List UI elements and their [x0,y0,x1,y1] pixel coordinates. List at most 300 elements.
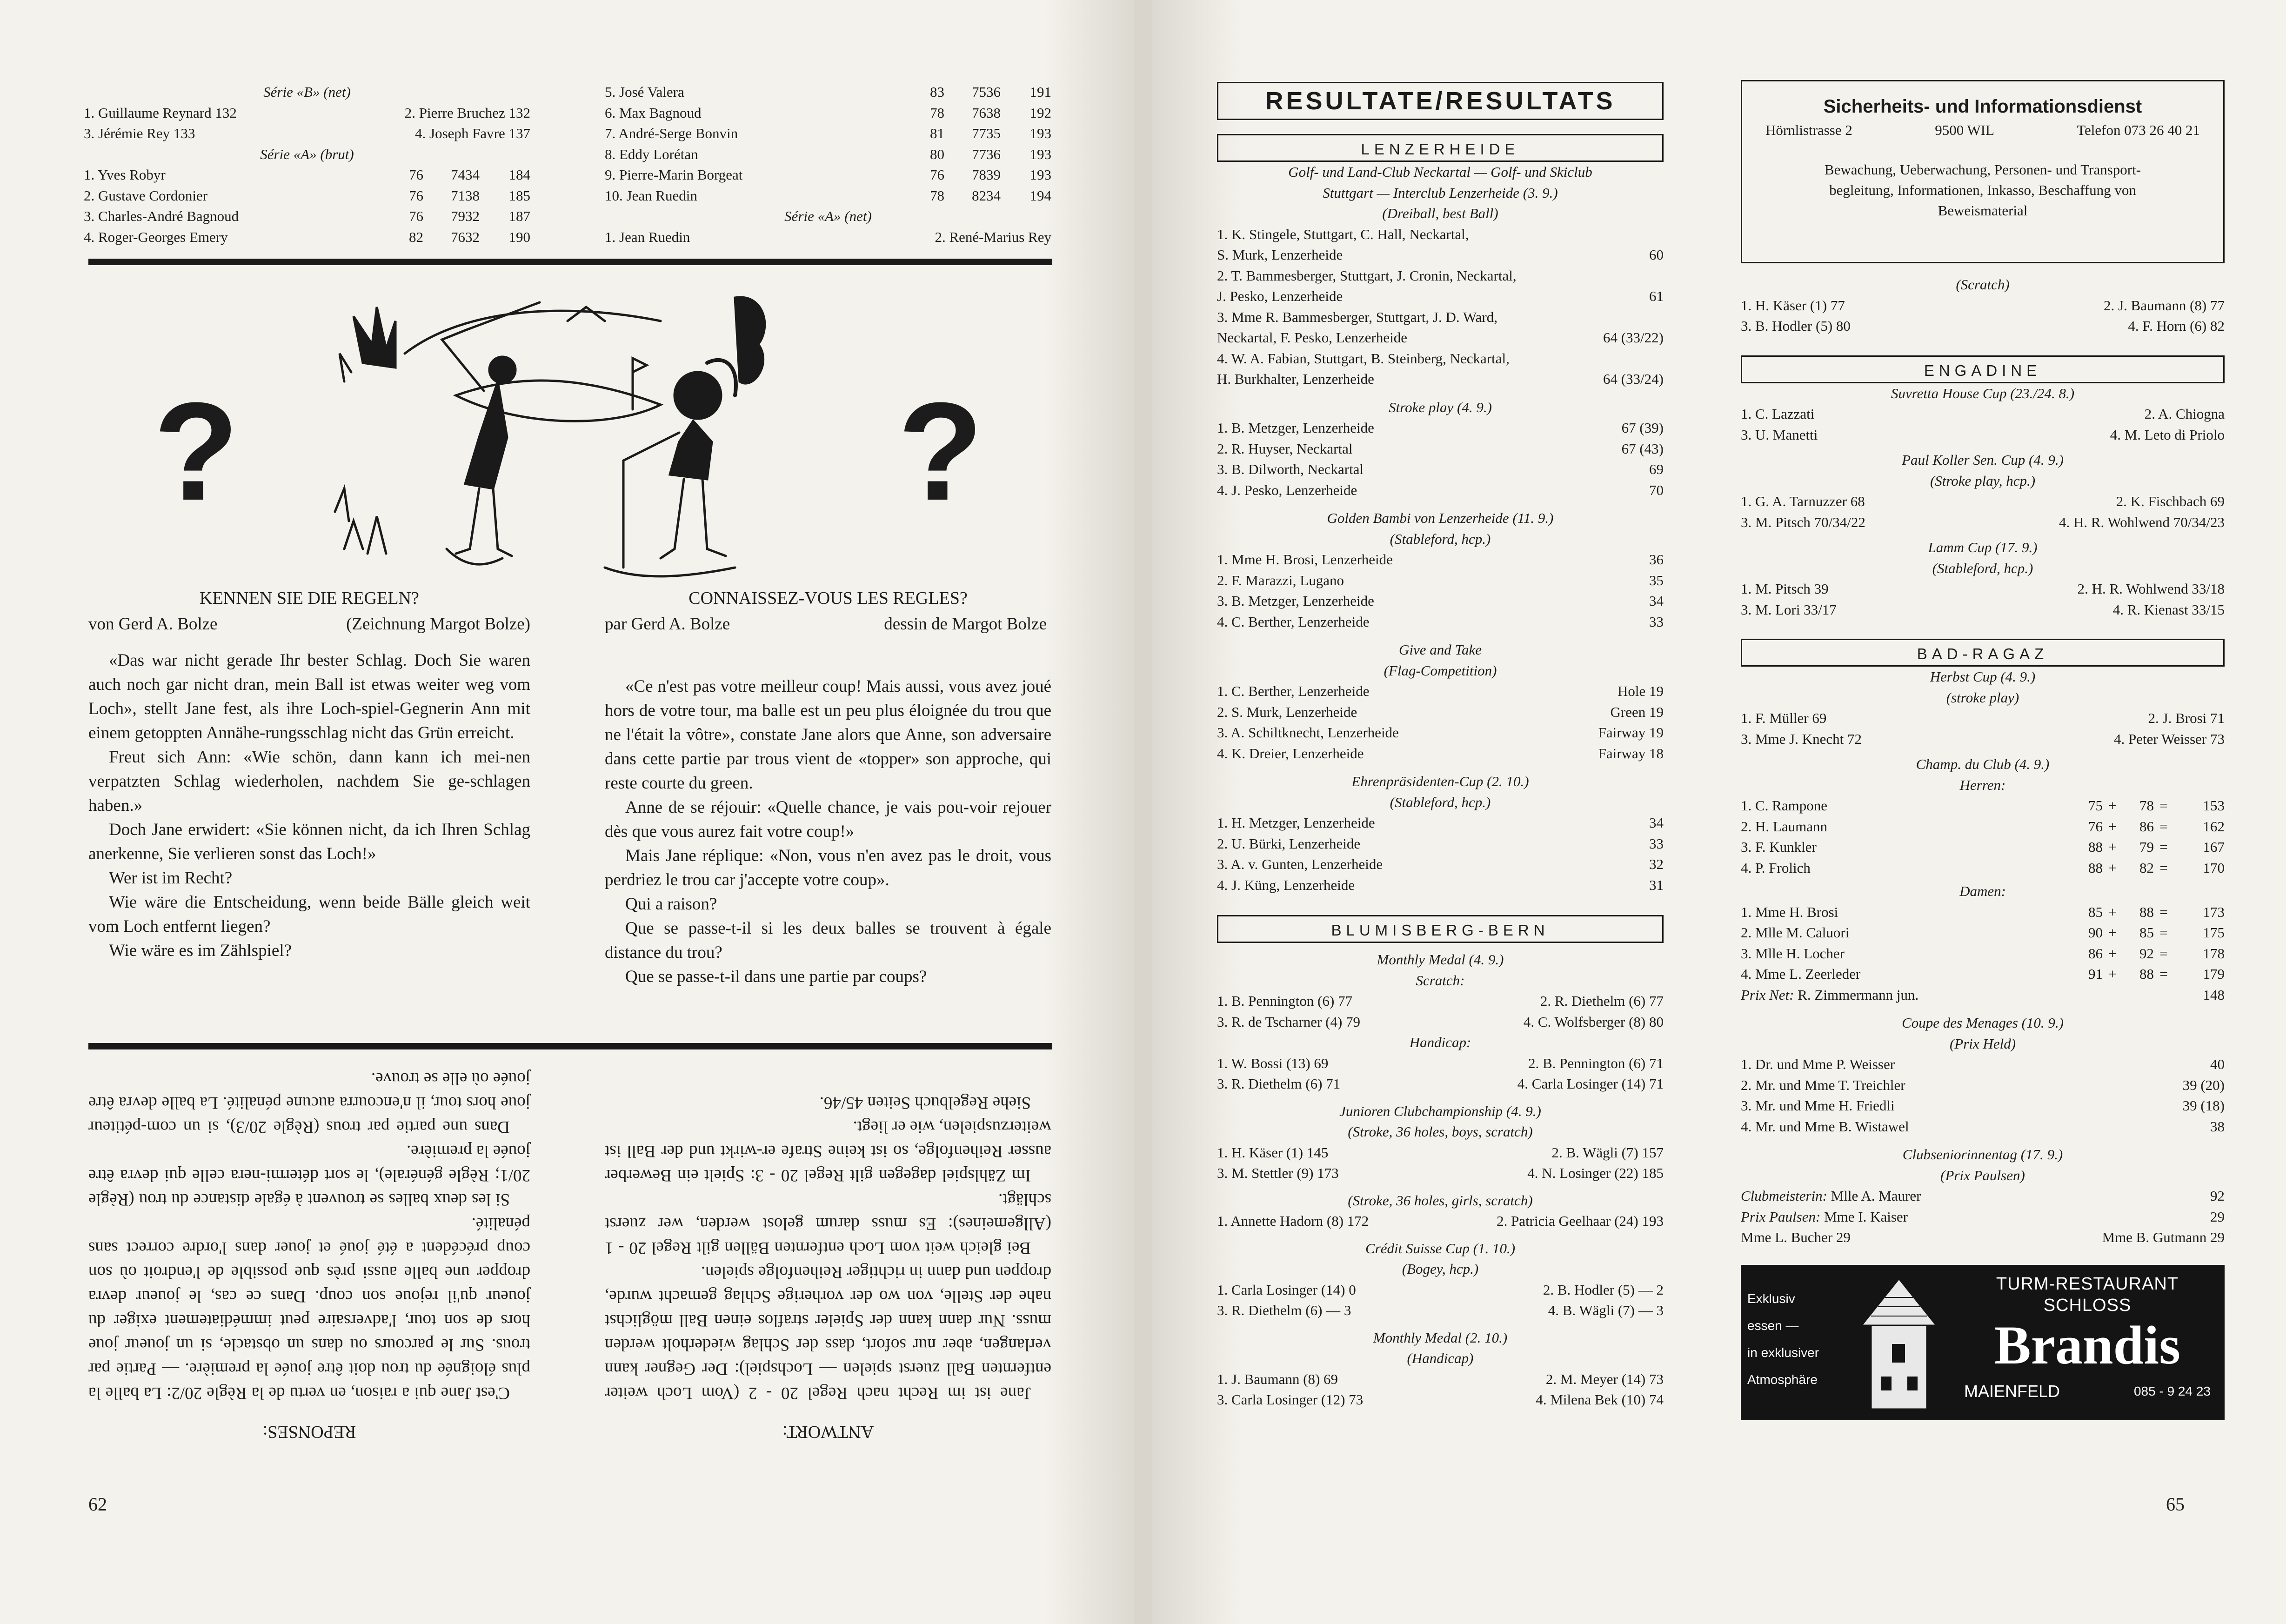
result-score: Fairway 18 [1598,745,1664,762]
round-2: 71 [451,187,465,204]
total: 179 [2203,966,2225,982]
result-name: 2. Mr. und Mme T. Treichler [1741,1076,1905,1093]
team-line-2 [1217,245,1664,266]
result-right: 2. B. Pennington (6) 71 [1528,1055,1664,1071]
clubmeisterin-score: 92 [2210,1188,2225,1204]
champ-heading [1741,754,2225,795]
result-row [1741,404,2225,425]
result-left: 1. C. Lazzati [1741,406,1815,422]
result-name: 3. Mr. und Mme H. Friedli [1741,1097,1895,1114]
result-score: 33 [1649,835,1664,852]
score-row [1741,922,2225,943]
result-score: 31 [1649,876,1664,893]
suvretta-heading: Suvretta House Cup (23./24. 8.) [1891,385,2075,401]
player-name: 2. H. Laumann [1741,818,1827,835]
engadine-suvretta [1741,404,2225,445]
team-score: 61 [1649,288,1664,304]
heading-line: (Prix Held) [1949,1035,2016,1052]
round-2: 75 [972,84,986,100]
lenzerheide-give [1217,681,1664,764]
heading-line: (Prix Paulsen) [1940,1167,2025,1183]
result-row [84,103,530,124]
heading-line: Monthly Medal (4. 9.) [1377,951,1504,968]
heading-line: Monthly Medal (2. 10.) [1373,1329,1508,1346]
player-name: 1. Yves Robyr [84,167,166,183]
result-left: 3. R. de Tscharner (4) 79 [1217,1013,1361,1030]
right-page [1152,0,2286,1624]
total: 178 [2203,945,2225,962]
equals-sign: = [2159,797,2168,814]
paragraph: Siehe Regelbuch Seiten 45/46. [819,1093,1031,1112]
reponses-block [88,1054,530,1464]
heading-line: (Bogey, hcp.) [1402,1261,1479,1277]
damen-heading: Damen: [1959,883,2006,899]
score-row [84,206,530,227]
player-name: 3. F. Kunkler [1741,839,1817,855]
prix-net-label: Prix Net: [1741,986,1794,1003]
lenzerheide-intro [1217,162,1664,224]
junior-heading [1217,1101,1664,1143]
blumisberg-handicap [1217,1053,1664,1095]
total: 193 [1029,125,1051,141]
de-body [88,648,530,963]
result-left: 3. M. Pitsch 70/34/22 [1741,514,1865,530]
result-left: 1. G. A. Tarnuzzer 68 [1741,493,1865,509]
engadine-koller [1741,491,2225,533]
engadine-heading: ENGADINE [1741,355,2225,383]
total: 187 [508,208,530,224]
round-a: 91 [2088,966,2103,982]
result-row [1217,591,1664,612]
give-heading [1217,640,1664,681]
round-3: 32 [465,208,480,224]
result-row [1217,1280,1664,1301]
badragaz-heading: BAD-RAGAZ [1741,639,2225,667]
team-line-1: 2. T. Bammesberger, Stuttgart, J. Cronin, Neckartal, [1217,267,1517,284]
team-name: Neckartal, F. Pesko, Lenzerheide [1217,329,1407,346]
result-right: 4. M. Leto di Priolo [2110,426,2225,443]
round-3: 34 [465,167,480,183]
player-name: 8. Eddy Lorétan [605,146,698,162]
result-row [1741,1116,2225,1137]
service-line: Bewachung, Ueberwachung, Personen- und Transport- [1824,161,2141,178]
paragraph: Que se passe-t-il si les deux balles se trouvent à égale distance du trou? [605,919,1051,962]
heading-line: Ehrenpräsidenten-Cup (2. 10.) [1351,773,1529,789]
page-number-right: 65 [2166,1494,2185,1515]
fr-body [605,675,1051,989]
result-right: 4. B. Wägli (7) — 3 [1548,1302,1664,1318]
round-b: 85 [2139,924,2154,941]
clubmeisterin-row [1741,1186,2225,1207]
paragraph: «Ce n'est pas votre meilleur coup! Mais aussi, vous avez joué hors de votre tour, ma balle est un peu plus éloignée du trou que ne l'était la vôtre», constate Jane alors que Anne, son adversaire dans cette partie par trous vient de «topper» son approche, qui reste courte du green. [605,677,1051,793]
total: 170 [2203,859,2225,876]
girls-heading: (Stroke, 36 holes, girls, scratch) [1348,1192,1533,1209]
intro-line: Stuttgart — Interclub Lenzerheide (3. 9.) [1323,184,1558,201]
round-a: 88 [2088,859,2103,876]
result-left: 1. H. Käser (1) 145 [1217,1144,1329,1161]
result-row [1741,1075,2225,1096]
result-score: 32 [1649,856,1664,872]
security-ad-city: 9500 WIL [1935,122,1994,138]
stroke-heading: Stroke play (4. 9.) [1389,399,1492,415]
score-row [605,144,1051,165]
paragraph: Bei gleich weit vom Loch entfernten Bällen gilt Regel 20 - 1 (Allgemeines): Es muss darum gelost werden, wer zuerst schlägt. [605,1190,1051,1257]
round-3: 38 [465,187,480,204]
result-left: 1. Carla Losinger (14) 0 [1217,1281,1356,1298]
result-left: 3. M. Lori 33/17 [1741,601,1837,618]
team-line-1: 1. K. Stingele, Stuttgart, C. Hall, Neckartal, [1217,226,1469,242]
result-right: 4. N. Losinger (22) 185 [1527,1165,1664,1181]
result-score: 34 [1649,815,1664,831]
paragraph: Jane ist im Recht nach Regel 20 - 2 (Vom Loch weiter entfernten Ball zuerst spielen — Lochspiel): Der Gegner kann verlangen, aber nur sofort, dass der Schlag wiederholt werden muss. Nur dann kann der Spieler straflos einen Ball möglichst nahe der Stelle, von wo der vorherige Schlag gemacht wurde, droppen und dann in richtiger Reihenfolge spielen. [605,1263,1051,1403]
result-row [1217,570,1664,591]
heading-line: (Handicap) [1407,1350,1474,1366]
tagline-line: Exklusiv [1747,1291,1795,1306]
heading-line: Herbst Cup (4. 9.) [1930,668,2036,685]
plus-sign: + [2108,966,2117,982]
clubmeisterin-label: Clubmeisterin: [1741,1188,1827,1204]
result-right: 4. H. R. Wohlwend 70/34/23 [2059,514,2225,530]
top-divider [88,259,1052,265]
result-row [84,123,530,144]
paragraph: Que se passe-t-il dans une partie par coups? [625,967,927,986]
player-name: 1. C. Rampone [1741,797,1827,814]
round-3: 32 [465,228,480,245]
prix-net-row [1741,985,2225,1006]
result-name: 4. J. Küng, Lenzerheide [1217,876,1355,893]
score-row [84,227,530,248]
paragraph: Mais Jane réplique: «Non, vous n'en avez pas le droit, vous perdriez le trou car j'accepte votre coup». [605,846,1051,889]
round-2: 77 [972,146,986,162]
results-column-right [1741,80,2225,1420]
heading-line: Golden Bambi von Lenzerheide (11. 9.) [1327,510,1554,526]
result-row [1741,425,2225,446]
result-score: 67 (39) [1621,420,1664,436]
result-name: 1. H. Metzger, Lenzerheide [1217,815,1375,831]
paragraph: Im Zählspiel dagegen gilt Regel 20 - 3: Spielt ein Bewerber ausser Reihenfolge, so ist keine Strafe er-wirkt und der Ball ist weiterzuspielen, wie er liegt. [605,1117,1051,1185]
team-name: H. Burkhalter, Lenzerheide [1217,371,1374,387]
paragraph: Wer ist im Recht? [109,869,233,888]
serie-b-block [84,82,530,247]
tagline-line: in exklusiver [1747,1345,1819,1360]
result-row [1217,1211,1664,1232]
result-row [1217,612,1664,633]
round-2: 79 [451,208,465,224]
result-row [1217,991,1664,1012]
serie-a-net-right: 2. René-Marius Rey [935,228,1051,245]
restaurant-ad [1741,1265,2225,1420]
result-name: 4. C. Berther, Lenzerheide [1217,613,1370,630]
result-name: 3. A. v. Gunten, Lenzerheide [1217,856,1383,872]
result-score: 34 [1649,593,1664,609]
player-name: 4. P. Frolich [1741,859,1811,876]
total: 193 [1029,167,1051,183]
antwort-title: ANTWORT: [782,1422,874,1442]
blumisberg-heading: BLUMISBERG-BERN [1217,915,1664,943]
paulsen-label: Prix Paulsen: [1741,1208,1821,1225]
result-score: 39 (18) [2182,1097,2225,1114]
round-2: 78 [972,167,986,183]
plus-sign: + [2108,903,2117,920]
paulsen-score: 29 [2210,1208,2225,1225]
monthly-medal-heading [1217,949,1664,991]
result-right: 4. F. Horn (6) 82 [2128,318,2225,334]
question-mark-left: ? [154,373,239,529]
result-row [1741,600,2225,621]
paragraph: Dans une partie par trous (Règle 20/3), si un com-pétiteur joue hors tour, il n'encourra aucune pénalité. La balle devra être jouée où elle se trouve. [88,1069,530,1136]
masthead: RESULTATE/RESULTATS [1217,82,1664,120]
heading-line: Give and Take [1399,642,1482,658]
heading-line: Junioren Clubchampionship (4. 9.) [1339,1103,1541,1119]
result-right: 2. J. Baumann (8) 77 [2103,297,2225,314]
round-b: 88 [2139,966,2154,982]
bottom-divider [88,1043,1052,1049]
result-row [1741,579,2225,600]
result-right: 2. J. Brosi 71 [2148,710,2225,726]
player-name: 2. Gustave Cordonier [84,187,208,204]
restaurant-ad-town: MAIENFELD [1964,1381,2060,1401]
result-score: 69 [1649,461,1664,477]
score-row [605,123,1051,144]
antwort-block [605,1054,1051,1464]
result-left: 1. W. Bossi (13) 69 [1217,1055,1329,1071]
clubmeisterin-name: Mlle A. Maurer [1831,1188,1921,1204]
round-b: 78 [2139,797,2154,814]
result-row [1217,813,1664,834]
senior-heading [1741,1144,2225,1186]
plus-sign: + [2108,924,2117,941]
total: 194 [1029,187,1051,204]
badragaz-damen [1741,902,2225,985]
score-calc [2071,902,2225,923]
round-b: 79 [2139,839,2154,855]
result-left: 1. Guillaume Reynard 132 [84,104,237,121]
team-name: S. Murk, Lenzerheide [1217,247,1343,263]
result-right: 4. Carla Losinger (14) 71 [1517,1076,1664,1092]
result-score: Hole 19 [1617,683,1664,699]
blumisberg-girls [1217,1211,1664,1232]
round-1: 76 [409,167,423,183]
round-3: 35 [986,125,1001,141]
security-ad-services [1756,160,2209,221]
result-left: 3. Jérémie Rey 133 [84,125,195,141]
player-name: 1. Mme H. Brosi [1741,903,1838,920]
result-name: 3. A. Schiltknecht, Lenzerheide [1217,724,1399,741]
fr-credit: dessin de Margot Bolze [884,615,1047,634]
team-line-1: 3. Mme R. Bammesberger, Stuttgart, J. D. Ward, [1217,308,1497,325]
paulsen-name: Mme I. Kaiser [1824,1208,1908,1225]
heading-line: Clubseniorinnentag (17. 9.) [1902,1146,2063,1163]
heading-line: Crédit Suisse Cup (1. 10.) [1365,1240,1516,1256]
result-score: 33 [1649,613,1664,630]
total: 162 [2203,818,2225,835]
restaurant-ad-footer [1955,1381,2220,1402]
paragraph: Si les deux balles se trouvent à égale distance du trou (Règle 20/1; Règle générale), le sort détermi-nera celle qui devra être jouée la première. [88,1142,530,1209]
paragraph: Qui a raison? [625,895,717,914]
player-name: 10. Jean Ruedin [605,187,697,204]
result-score: Green 19 [1610,703,1664,720]
score-row [1741,943,2225,964]
round-a: 88 [2088,839,2103,855]
score-row [1741,795,2225,816]
result-right: 4. C. Wolfsberger (8) 80 [1523,1013,1664,1030]
last-row [1741,1227,2225,1248]
result-name: 1. Dr. und Mme P. Weisser [1741,1056,1895,1072]
round-2: 76 [451,228,465,245]
heading-line: (Stroke, 36 holes, boys, scratch) [1348,1123,1533,1140]
result-right: 2. K. Fischbach 69 [2116,493,2225,509]
tagline-line: Atmosphäre [1747,1372,1818,1387]
heading-line: Champ. du Club (4. 9.) [1916,756,2050,772]
blumisberg-medal2 [1217,1369,1664,1410]
result-row [1217,854,1664,875]
handicap-heading: Handicap: [1409,1034,1471,1050]
team-line-1: 4. W. A. Fabian, Stuttgart, B. Steinberg, Neckartal, [1217,350,1510,367]
fr-article [605,585,1051,989]
round-b: 92 [2139,945,2154,962]
result-row [1741,1096,2225,1116]
blumisberg-credit [1217,1280,1664,1321]
results-column-left [1217,82,1664,1410]
menages-heading [1741,1013,2225,1054]
prix-net-score: 148 [2203,986,2225,1003]
heading-line: Coupe des Menages (10. 9.) [1902,1015,2064,1031]
result-name: 3. B. Dilworth, Neckartal [1217,461,1364,477]
round-3: 36 [986,146,1001,162]
result-row [1217,681,1664,702]
round-1: 81 [930,125,944,141]
round-1: 76 [930,167,944,183]
serie-a-net-left: 1. Jean Ruedin [605,228,690,245]
result-left: 1. J. Baumann (8) 69 [1217,1370,1338,1387]
de-byline [88,611,530,637]
round-3: 38 [986,104,1001,121]
round-a: 76 [2088,818,2103,835]
result-row [1217,439,1664,460]
result-right: 2. A. Chiogna [2144,406,2225,422]
equals-sign: = [2159,924,2168,941]
restaurant-ad-tagline [1747,1285,1819,1393]
round-1: 76 [409,208,423,224]
score-calc [2071,858,2225,879]
result-score: 70 [1649,481,1664,498]
team-name: J. Pesko, Lenzerheide [1217,288,1343,304]
plus-sign: + [2108,797,2117,814]
scratch-results [1741,295,2225,337]
reponses-title: REPONSES: [262,1422,356,1442]
plus-sign: + [2108,859,2117,876]
serie-b-heading: Série «B» (net) [263,84,351,100]
ehren-heading [1217,771,1664,813]
de-title: KENNEN SIE DIE REGELN? [200,588,419,608]
castle-tower-icon [1852,1274,1945,1414]
heading-line: Paul Koller Sen. Cup (4. 9.) [1902,452,2064,468]
lenzerheide-stroke [1217,418,1664,501]
total: 184 [508,167,530,183]
round-a: 75 [2088,797,2103,814]
result-row [1217,1143,1664,1163]
lenzerheide-bambi [1217,549,1664,632]
equals-sign: = [2159,859,2168,876]
result-left: 3. M. Stettler (9) 173 [1217,1165,1339,1181]
result-right: 2. R. Diethelm (6) 77 [1540,993,1664,1009]
result-name: 1. B. Metzger, Lenzerheide [1217,420,1374,436]
result-name: 3. B. Metzger, Lenzerheide [1217,593,1374,609]
result-score: 38 [2210,1118,2225,1135]
heading-line: Herren: [1959,776,2006,793]
round-a: 86 [2088,945,2103,962]
result-left: 1. F. Müller 69 [1741,710,1827,726]
serie-a-cont-block [605,82,1051,247]
de-credit: (Zeichnung Margot Bolze) [346,615,530,634]
result-name: 1. Mme H. Brosi, Lenzerheide [1217,551,1393,568]
serie-b-rows [84,103,530,144]
result-left: 3. R. Diethelm (6) — 3 [1217,1302,1351,1318]
result-row [1217,722,1664,743]
result-left: 1. B. Pennington (6) 77 [1217,993,1353,1009]
score-calc [2071,816,2225,837]
team-line-2 [1217,327,1664,348]
badragaz-herren [1741,795,2225,878]
heading-line: (Stroke play, hcp.) [1930,472,2036,489]
result-row [1217,1390,1664,1410]
total: 190 [508,228,530,245]
result-row [1217,1074,1664,1095]
result-right: 2. B. Hodler (5) — 2 [1543,1281,1664,1298]
round-3: 39 [986,167,1001,183]
intro-line: Golf- und Land-Club Neckartal — Golf- und Skiclub [1288,164,1592,180]
paragraph: «Das war nicht gerade Ihr bester Schlag. Doch Sie waren auch noch gar nicht dran, mein Ball ist etwas weiter weg vom Loch», stellt Jane fest, als ihre Loch-spiel-Gegnerin Ann mit einem getoppten Annähe-rungsschlag nicht das Grün erreicht. [88,651,530,742]
result-right: 2. H. R. Wohlwend 33/18 [2077,581,2225,597]
heading-line: Scratch: [1416,972,1465,989]
score-calc [2071,964,2225,985]
score-row [605,103,1051,124]
result-left: 3. R. Diethelm (6) 71 [1217,1076,1341,1092]
result-row [1217,875,1664,896]
de-author: von Gerd A. Bolze [88,615,218,634]
result-row [1217,834,1664,855]
bambi-heading [1217,508,1664,549]
security-ad-title: Sicherheits- und Informationsdienst [1823,96,2142,117]
player-name: 4. Mme L. Zeerleder [1741,966,1861,982]
result-name: 4. Mr. und Mme B. Wistawel [1741,1118,1909,1135]
score-row [84,186,530,207]
security-ad-address: Hörnlistrasse 2 [1765,122,1852,138]
round-b: 88 [2139,903,2154,920]
de-article [88,585,530,963]
result-name: 1. C. Berther, Lenzerheide [1217,683,1370,699]
result-row [1217,1369,1664,1390]
round-b: 82 [2139,859,2154,876]
result-row [1741,1054,2225,1075]
total: 175 [2203,924,2225,941]
round-1: 80 [930,146,944,162]
engadine-lamm [1741,579,2225,620]
serie-a-net-heading: Série «A» (net) [784,208,872,224]
paragraph: C'est Jane qui a raison, en vertu de la Règle 20/2: La balle la plus éloignée du trou doit être jouée la première. — Partie par trous. Sur le parcours ou dans un obstacle, si un joueur joue hors de son tour, l'adversaire peut immédiatement exiger du joueur qu'il rejoue son coup. Dans ce cas, le joueur devra dropper une balle aussi près que possible de l'endroit où son coup précédent a été joué et jouer dans l'ordre correct sans pénalité. [88,1214,530,1403]
total: 191 [1029,84,1051,100]
equals-sign: = [2159,839,2168,855]
scratch-heading: (Scratch) [1956,276,2010,293]
result-row [1741,729,2225,750]
result-name: 4. K. Dreier, Lenzerheide [1217,745,1364,762]
result-score: 40 [2210,1056,2225,1072]
paragraph: Wie wäre es im Zählspiel? [109,941,292,960]
paragraph: Doch Jane erwidert: «Sie können nicht, da ich Ihren Schlag anerkenne, Sie verlieren sonst das Loch!» [88,820,530,863]
result-name: 4. J. Pesko, Lenzerheide [1217,481,1357,498]
score-calc [2071,943,2225,964]
intro-line: (Dreiball, best Ball) [1382,205,1498,221]
